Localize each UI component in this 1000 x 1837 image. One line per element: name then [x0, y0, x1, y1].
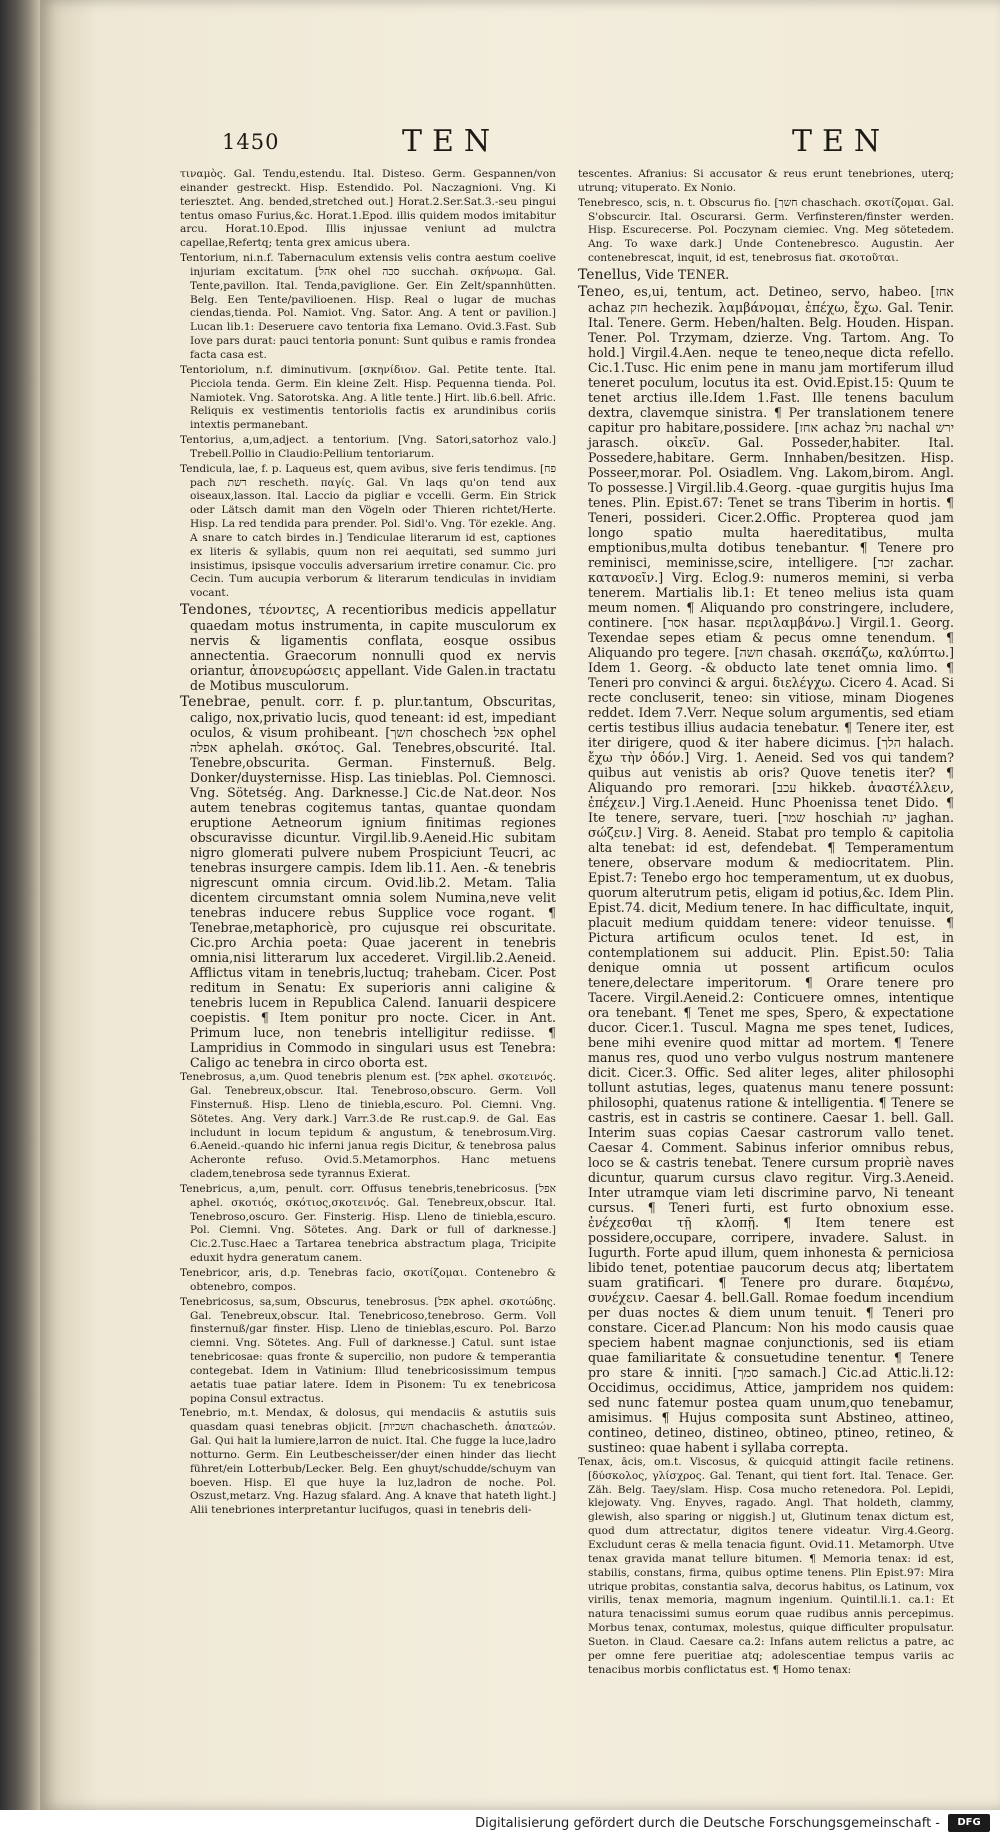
entry-headword: Tenax,: [578, 1455, 613, 1468]
entry-headword: Tentorium,: [180, 252, 239, 265]
entry-headword: Tenebrosus,: [180, 1071, 245, 1084]
dictionary-entry: [180, 1407, 556, 1518]
entry-headword: Tenebrio,: [180, 1407, 231, 1420]
dictionary-entry: [180, 602, 556, 693]
entry-headword: Tentoriolum,: [180, 363, 249, 376]
dictionary-entry: [180, 1183, 556, 1266]
dictionary-entry: [578, 267, 954, 283]
running-head-left: TEN: [402, 124, 501, 159]
entry-headword: Tendicula,: [180, 462, 236, 475]
right-column: [578, 168, 954, 1778]
footer-bar: [0, 1810, 1000, 1837]
entry-headword: Teneo,: [578, 283, 625, 300]
left-column: [180, 168, 556, 1778]
dictionary-entry: [180, 168, 556, 251]
entry-text: penult. corr. f. p. plur.tantum, Obscuritas, caligo, nox,privatio lucis, quod teneant: id est, impediant oculos, & visum prohibeant. [חשך choschech אפל ophel אפלה aphelah. σκότος. Gal. Tenebres,obscurité. Ital. Tenebre,obscurita. German. Finsternuß. Belg. Donker/duysternisse. Hisp. Las tinieblas. Pol. Ciemnosci. Vng. Sötetség. Ang. Darknesse.] Cic.de Nat.deor. Nos autem tenebras cogitemus tantas, quantae quondam eruptione Aetneorum ignium finitimas regiones obscuravisse dicuntur. Virgil.lib.9.Aeneid.Hic subitam nigro glomerati pulvere nubem Prospiciunt Teucri, ac tenebras insurgere campis. Idem lib.11. Aen. -& tenebris nigrescunt omnia circum. Ovid.lib.2. Metam. Talia dicentem circumstant omnia solem Numina,neve velit tenebras inducere rebus Supplice voce rogant. ¶ Tenebrae,metaphoricè, pro cujusque rei obscuritate. Cic.pro Archia poeta: Quae jacerent in tenebris omnia,nisi litterarum lux accederet. Virgil.lib.2.Aeneid. Afflictus vitam in tenebris,luctuq; trahebam. Cicer. Post reditum in Senatu: Ex superioris anni caligine & tenebris lucem in Republica Calend. Ianuarii despicere coepistis. ¶ Item ponitur pro nocte. Cicer. in Ant. Primum luce, non tenebris intelligitur rediisse. ¶ Lampridius in Commodo in singulari usus est Tenebra: Caligo ac tenebra in circo oborta est.: [190, 694, 556, 1071]
dictionary-entry: [180, 463, 556, 601]
entry-text: aris, d.p. Tenebras facio, σκοτίζομαι. Contenebro & obtenebro, compos.: [190, 1266, 556, 1293]
dictionary-entry: [578, 197, 954, 266]
entry-headword: Tenebresco,: [578, 196, 643, 209]
entry-headword: Tenebricor,: [180, 1266, 241, 1279]
dictionary-entry: [180, 694, 556, 1070]
entry-text: lae, f. p. Laqueus est, quem avibus, sive feris tendimus. [פח pach רשת rescheth. παγίς. Gal. Vn laqs qu'on tend aux oiseaux,lasson. Ital. Laccio da pigliar e vccelli. Germ. Ein Strick oder Lätsch damit man den Vögeln oder Thieren richtet/Herte. Hisp. La red tendida para prender. Pol. Sidl'o. Vng. Tör ezekle. Ang. A snare to catch birdes in.] Tendiculae literarum id est, captiones ex literis & syllabis, quum non rei aequitati, sed summo juri insistimus, ipsisque vocculis adversarium irretire conamur. Cic. pro Cecin. Tum aucupia verborum & literarum tendiculas in invidiam vocant.: [190, 462, 556, 600]
entry-text: m.t. Mendax, & dolosus, qui mendaciis & astutiis suis quasdam quasi tenebras objicit. [חשכיות chachascheth. ἀπατεών. Gal. Qui hait la lumiere,larron de nuict. Ital. Che fugge la luce,ladro notturno. Germ. Ein Leutbescheisser/der einen hinder das liecht führet/ein Lotterbub/Lecker. Belg. Een ghuyt/schudde/schuym van boeven. Hisp. El que huye la luz,ladron de noche. Pol. Oszust,metarz. Vng. Hazug sfalard. Ang. A knave that hateth light.] Alii tenebriones interpretantur lucifugos, quasi in tenebris deli-: [190, 1407, 556, 1517]
entry-text: tescentes. Afranius: Si accusator & reus erunt tenebriones, uterq; utrunq; vituperato. Ex Nonio.: [578, 168, 954, 194]
dictionary-entry: [578, 168, 954, 196]
dictionary-entry: [578, 284, 954, 1455]
entry-text: ācis, om.t. Viscosus, & quicquid attingit facile retinens. [δύσκολος, γλίσχρος. Gal. Tenant, qui tient fort. Ital. Tenace. Ger. Zäh. Belg. Taey/slam. Hisp. Cosa mucho retenedora. Pol. Lepidi, klejowaty. Vng. Enyves, ragado. Angl. That holdeth, clammy, glewish, also sparing or niggish.] ut, Glutinum tenax dictum est, quod dum attrectatur, digitos tenere videatur. Virg.4.Georg. Excludunt ceras & mella tenacia figunt. Ovid.11. Metamorph. Utve tenax gravida manat tellure bitumen. ¶ Memoria tenax: id est, stabilis, constans, firma, quibus optime tenens. Plin Epist.97: Mira utrique probitas, constantia salva, decorus habitus, os Latinum, vox virilis, tenax memoria, magnum ingenium. Quintil.li.1. ca.1: Et natura tenacissimi sumus eorum quae rudibus annis percepimus. Morbus tenax, contumax, molestus, quique difficulter propulsatur. Sueton. in Claud. Caesare ca.2: Infans autem relictus a patre, ac per omne fere pueritiae atq; adolescentiae tempus variis ac tenacibus morbis conflictatus est. ¶ Homo tenax:: [588, 1455, 954, 1676]
entry-headword: Tendones,: [180, 602, 252, 619]
running-head-right: TEN: [792, 124, 891, 159]
funding-notice: Digitalisierung gefördert durch die Deutsche Forschungsgemeinschaft -: [475, 1816, 940, 1831]
entry-text: a,um,adject. a tentorium. [Vng. Satori,satorhoz valo.] Trebell.Pollio in Claudio:Pellium tentoriarum.: [190, 434, 556, 460]
dictionary-entry: [180, 1267, 556, 1295]
entry-headword: Tenebricus,: [180, 1182, 243, 1195]
entry-text: sa,sum, Obscurus, tenebrosus. [אפל aphel. σκοτώδης. Gal. Tenebreux,obscur. Ital. Tenebricoso,tenebroso. Germ. Voll finsternuß/gar finster. Hisp. Lleno de tinieblas,escuro. Pol. Barzo ciemni. Vng. Sötetes. Ang. Full of darknesse.] Catul. sunt istae tenebricosae: quas fronte & supercilio, non pudore & temperantia contegebat. Idem in Vatinium: Illud tenebricosissimum tempus aetatis tuae patiar latere. Idem in Pisonem: Tu ex tenebricosa popina Consul extractus.: [190, 1295, 556, 1405]
dfg-logo: DFG: [948, 1814, 990, 1832]
dictionary-entry: [180, 1071, 556, 1182]
dictionary-entry: [180, 1296, 556, 1407]
entry-text: ni.n.f. Tabernaculum extensis velis contra aestum coelive injuriam excitatum. [אהל ohel סכה succhah. σκήνωμα. Gal. Tente,pavillon. Ital. Tenda,paviglione. Ger. Ein Zelt/spannhütten. Belg. Een Tente/pavilioenen. Hisp. Real o lugar de muchas ciendas,tienda. Pol. Namiot. Vng. Sator. Ang. A tent or pavilion.] Lucan lib.1: Deseruere cavo tentoria fixa Lemano. Ovid.3.Fast. Sub Iove pars durat: pauci tentoria ponunt: Sunt quibus e ramis frondea facta casa est.: [190, 252, 556, 361]
entry-text: n.f. diminutivum. [σκηνίδιον. Gal. Petite tente. Ital. Picciola tenda. Germ. Ein kleine Zelt. Hisp. Pequenna tienda. Pol. Namiotek. Vng. Satorotska. Ang. A litle tente.] Hirt. lib.6.bell. Afric. Reliquis ex vestimentis tentoriolis factis ex arundinibus coriis intextis permanebant.: [190, 363, 556, 432]
entry-text: es,ui, tentum, act. Detineo, servo, habeo. [אחז achaz חזק hechezik. λαμβάνομαι, ἐπέχω, ἔχω. Gal. Tenir. Ital. Tenere. Germ. Heben/halten. Belg. Houden. Hispan. Tener. Pol. Trzymam, dzierze. Vng. Tartom. Ang. To hold.] Virgil.4.Aen. neque te teneo,neque dicta refello. Cic.1.Tusc. Hic enim pene in manu jam mortiferum illud teneret poculum, locutus ita est. Ovid.Epist.15: Quum te tenet arctius ille.Idem 1.Fast. Ille tenens baculum dextra, clavemque sinistra. ¶ Per translationem tenere capitur pro habitare,possidere. [אחז achaz נחל nachal ירש jarasch. οἰκεῖν. Gal. Posseder,habiter. Ital. Possedere,habitare. Germ. Innhaben/besitzen. Hisp. Posseer,morar. Pol. Osiadlem. Vng. Lakom,birom. Angl. To possesse.] Virgil.lib.4.Georg. -quae gurgitis hujus Ima tenes. Plin. Epist.67: Tenet se trans Tiberim in hortis. ¶ Teneri, possideri. Cicer.2.Offic. Propterea quod jam longo spatio multa haereditatibus, multa emptionibus,multa dotibus tenebantur. ¶ Tenere pro reminisci, meminisse,scire, intelligere. [זכר zachar. κατανοεῖν.] Virg. Eclog.9: numeros memini, si verba tenerem. Martialis lib.1: Et teneo melius ista quam meum nomen. ¶ Aliquando pro constringere, includere, continere. [אסר hasar. περιλαμβάνω.] Virgil.1. Georg. Texendae sepes etiam & pecus omne tenendum. ¶ Aliquando pro tegere. [חשה chasah. σκεπάζω, καλύπτω.] Idem 1. Georg. -& obducto late tenet omnia limo. ¶ Teneri pro convinci & argui. διελέγχω. Cicero 4. Acad. Si recte concluserit, teneo: sin vitiose, minam Diogenes reddet. Idem 7.Verr. Neque solum argumentis, sed etiam certis testibus illius audacia tenebatur. ¶ Tenere iter, est iter dirigere, quod & iter habere dicimus. [הלך halach. ἔχω τὴν ὁδόν.] Virg. 1. Aeneid. Sed vos qui tandem? quibus aut venistis ab oris? Quove tenetis iter? ¶ Aliquando pro remorari. [עכב hikkeb. ἀναστέλλειν, ἐπέχειν.] Virg.1.Aeneid. Hunc Phoenissa tenet Dido. ¶ Ite tenere, servare, tueri. [שמר hoschiah ינה jaghan. σώζειν.] Virg. 8. Aeneid. Stabat pro templo & capitolia alta tenebat: id est, defendebat. ¶ Temperamentum tenere, observare modum & mediocritatem. Plin. Epist.7: Tenebo ergo hoc temperamentum, ut ex duobus, quorum alterutrum petis, eligam id potius,&c. Idem Plin. Epist.74. dicit, Medium tenere. In hac difficultate, inquit, placuit medium quiddam tenere: videor tenuisse. ¶ Pictura artificum oculos tenet. Id est, in contemplationem sui adducit. Plin. Epist.50: Talia denique omnia ut possent artificum oculos tenere,delectare imperitorum. ¶ Orare tenere pro Tacere. Virgil.Aeneid.2: Conticuere omnes, intentique ora tenebant. ¶ Tenet me spes, Spero, & expectatione ducor. Cicer.1. Tuscul. Magna me spes tenet, Iudices, bene mihi evenire quod mittar ad mortem. ¶ Tenere manus res, quod uno verbo vulgus nostrum mantenere dicit. Cicer.3. Offic. Sed aliter leges, aliter philosophi tollunt astutias, leges, quatenus manu tenere possunt: philosophi, quatenus ratione & intelligentia. ¶ Tenere se castris, est in castris se continere. Caesar 1. bell. Gall. Interim suas copias Caesar castrorum vallo tenet. Caesar 4. Comment. Sabinus inferior omnibus rebus, loco se & castris tenebat. Tenere cursum propriè naves dicuntur, quarum cursus clavo regitur. Virg.3.Aeneid. Inter utramque viam leti discrimine parvo, Ni teneant cursus. ¶ Teneri furti, est furto obnoxium esse. ἐνέχεσθαι τῇ κλοπῇ. ¶ Item tenere est possidere,occupare, corripere, invadere. Salust. in Iugurth. Forte apud illum, quem inhonesta & perniciosa libido tenet, potentiae paucorum decus atq; libertatem suam gratificari. ¶ Tenere pro durare. διαμένω, συνέχειν. Caesar 4. bell.Gall. Romae foedum incendium per duas noctes & diem unum tenuit. ¶ Teneri pro constare. Cicer.ad Plancum: Non his modo causis quae speciem habent magnae conjunctionis, sed iis etiam quae familiaritate & consuetudine tenentur. ¶ Tenere pro stare & inniti. [סמך samach.] Cic.ad Attic.li.12: Occidimus, occidimus, Attice, jampridem nos quidem: sed nunc fatemur postea quam unum,quo tenebamur, amisimus. ¶ Hujus composita sunt Abstineo, attineo, contineo, detineo, distineo, obtineo, ptineo, retineo, & sustineo: quae habent i syllaba correpta.: [588, 283, 954, 1455]
entry-text: a,um. Quod tenebris plenum est. [אפל aphel. σκοτεινός. Gal. Tenebreux,obscur. Ital. Tenebroso,obscuro. Germ. Voll Finsternuß. Hisp. Lleno de tiniebla,escuro. Pol. Ciemni. Vng. Sötetes. Ang. Very dark.] Varr.3.de Re rust.cap.9. de Gal. Eas includunt in locum tepidum & angustum, & tenebrosum.Virg. 6.Aeneid.-quando hic inferni janua regis Dicitur, & tenebrosa palus Acheronte refuso. Ovid.5.Metamorphos. Hanc metuens cladem,tenebrosa sede tyrannus Exierat.: [190, 1071, 556, 1181]
entry-text: τιναμὸς. Gal. Tendu,estendu. Ital. Disteso. Germ. Gespannen/von einander gestreckt. Hisp. Estendido. Pol. Naczagnioni. Vng. Ki teriesztet. Ang. bended,stretched out.] Horat.2.Ser.Sat.3.-seu pingui tentus omaso Furius,&c. Horat.1.Epod. illis quidem modos imitabitur arcu. Horat.10.Epod. Illis injussae veniunt ad mulctra capellae,Refertq; tenta grex amicus ubera.: [180, 168, 556, 250]
page-header: [222, 124, 1000, 164]
entry-headword: Tentorius,: [180, 434, 235, 447]
book-spine: [0, 0, 40, 1837]
entry-headword: Tenellus,: [578, 266, 642, 283]
page-number: 1450: [222, 130, 280, 154]
entry-text: scis, n. t. Obscurus fio. [חשך chaschach. σκοτίζομαι. Gal. S'obscurcir. Ital. Oscurarsi. Germ. Verfinsteren/finster werden. Hisp. Escurecerse. Pol. Poczynam ciemiec. Vng. Meg sötetedem. Ang. To waxe dark.] Unde Contenebresco. Augustin. Aer contenebrescat, inquit, id est, tenebrosus fiat. σκοτοῦται.: [588, 196, 954, 265]
entry-text: τένοντες, A recentioribus medicis appellatur quaedam motus instrumenta, in capite musculorum ex nervis & ligamentis conflata, eosque ossibus annectentia. Graecorum nonnulli quod ex nervis oriantur, ἀπονευρώσεις appellant. Vide Galen.in tractatu de Motibus musculorum.: [190, 602, 556, 694]
entry-text: a,um, penult. corr. Offusus tenebris,tenebricosus. [אפל aphel. σκοτιός, σκότιος,σκοτεινός. Gal. Tenebreux,obscur. Ital. Tenebroso,oscuro. Ger. Finsterig. Hisp. Lleno de tiniebla,escuro. Pol. Ciemni. Vng. Sötetes. Ang. Dark or full of darknesse.] Cic.2.Tusc.Haec a Tartarea tenebrica abstractum plaga, Tricipite eduxit hydra generatum canem.: [190, 1182, 556, 1265]
dictionary-entry: [578, 1456, 954, 1678]
entry-headword: Tenebrae,: [180, 694, 251, 711]
dictionary-entry: [180, 434, 556, 462]
dictionary-entry: [180, 252, 556, 363]
entry-text: Vide TENER.: [645, 266, 730, 282]
dictionary-entry: [180, 364, 556, 433]
entry-headword: Tenebricosus,: [180, 1295, 255, 1308]
